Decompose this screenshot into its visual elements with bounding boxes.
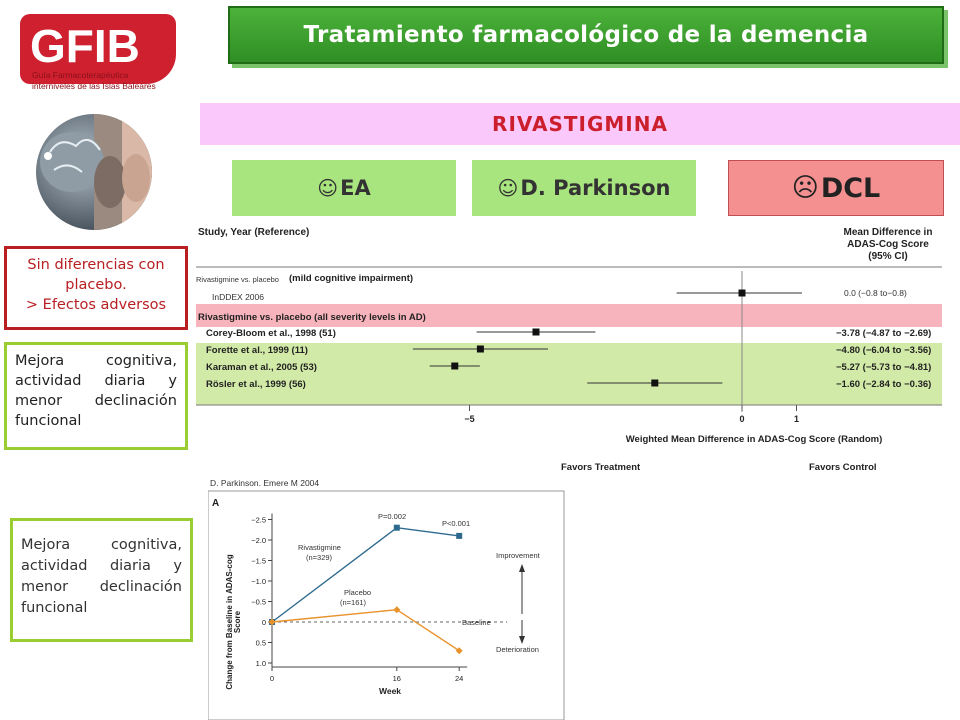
forest-study-rosler-label: −1.60 (−2.84 to −0.36): [836, 379, 932, 390]
annotation-improvement: Improvement: [496, 551, 540, 560]
box-no-difference-line1: Sin diferencias con placebo.: [27, 257, 165, 293]
annotation-p2: P<0.001: [442, 519, 471, 528]
forest-group-1-prefix: Rivastigmine vs. placebo: [196, 275, 279, 284]
forest-point-estimate: [651, 380, 658, 387]
line-chart-xlabel: Week: [378, 686, 402, 696]
smiley-icon: ☺: [317, 176, 339, 200]
logo-text: GFIB: [30, 20, 140, 72]
forest-header-right-3: (95% CI): [868, 251, 908, 262]
forest-tick-label: 1: [793, 414, 800, 424]
gfib-logo: [16, 10, 176, 98]
annotation-deterioration: Deterioration: [496, 645, 539, 654]
tab-parkinson-label: D. Parkinson: [520, 176, 671, 200]
forest-header-right-1: Mean Difference in: [843, 227, 933, 238]
line-chart-y-tick-label: −0.5: [251, 597, 266, 607]
series-rivastigmine-name: Rivastigmine: [298, 543, 341, 552]
series-placebo-name: Placebo: [344, 588, 372, 597]
forest-study-corey: Corey-Bloom et al., 1998 (51): [206, 328, 336, 339]
series-placebo-n: (n=161): [340, 598, 367, 607]
forest-point-estimate: [451, 363, 458, 370]
logo-subtitle-2: interniveles de las Islas Baleares: [32, 81, 156, 91]
box-improvement-2: [10, 518, 193, 642]
forest-study-corey-label: −3.78 (−4.87 to −2.69): [836, 328, 932, 339]
line-chart-y-tick-label: 1.0: [255, 659, 266, 668]
forest-group-1-label: (mild cognitive impairment): [289, 273, 414, 284]
forest-point-estimate: [477, 346, 484, 353]
forest-header-left: Study, Year (Reference): [198, 227, 310, 238]
line-chart-source: D. Parkinson. Emere M 2004: [210, 478, 320, 488]
line-chart-ylabel-1: Change from Baseline in ADAS-cog: [225, 554, 234, 690]
line-chart-ylabel-2: Score: [233, 610, 242, 634]
line-chart-x-tick-label: 24: [455, 674, 464, 683]
line-chart-panel-label: A: [212, 498, 220, 509]
box-no-difference: [4, 246, 188, 330]
forest-study-inddex-label: 0.0 (−0.8 to−0.8): [844, 288, 907, 298]
forest-favors-left: Favors Treatment: [561, 462, 641, 473]
line-chart-y-tick-label: −1.0: [251, 577, 266, 586]
line-chart-x-tick-label: 16: [392, 674, 401, 683]
box-improvement-2-text: Mejora cognitiva, actividad diaria y menor declinación funcional: [21, 537, 182, 616]
tab-ea[interactable]: [232, 160, 456, 216]
series-rivastigmine-point: [394, 525, 400, 531]
forest-study-rosler: Rösler et al., 1999 (56): [206, 379, 306, 390]
forest-point-estimate: [532, 329, 539, 336]
forest-header-right-2: ADAS-Cog Score: [847, 239, 929, 250]
forest-point-estimate: [739, 290, 746, 297]
forest-xlabel: Weighted Mean Difference in ADAS-Cog Score (Random): [625, 434, 883, 445]
tab-ea-label: EA: [340, 176, 371, 200]
title-bar: [228, 6, 944, 64]
forest-plot: [196, 216, 960, 478]
page-title: Tratamiento farmacológico de la demencia: [303, 22, 869, 48]
tab-dcl-label: DCL: [820, 172, 881, 204]
line-chart-y-tick-label: −1.5: [251, 556, 266, 566]
forest-study-karaman: Karaman et al., 2005 (53): [206, 362, 317, 373]
line-chart: [208, 474, 568, 720]
box-improvement-1: [4, 342, 188, 450]
annotation-baseline: Baseline: [462, 618, 491, 627]
box-improvement-1-text: Mejora cognitiva, actividad diaria y menor declinación funcional: [15, 353, 177, 429]
forest-tick-label: 0: [739, 414, 745, 424]
forest-study-karaman-label: −5.27 (−5.73 to −4.81): [836, 362, 932, 373]
line-chart-y-tick-label: −2.5: [251, 515, 266, 525]
line-chart-y-tick-label: 0: [261, 618, 266, 627]
series-rivastigmine-point: [456, 533, 462, 539]
tab-parkinson[interactable]: [472, 160, 696, 216]
tab-dcl[interactable]: [728, 160, 944, 216]
smiley-icon: ☺: [497, 176, 519, 200]
forest-tick-label: −5: [464, 414, 475, 424]
forest-study-forette: Forette et al., 1999 (11): [206, 345, 308, 356]
line-chart-y-tick-label: 0.5: [255, 638, 266, 648]
annotation-p1: P=0.002: [378, 512, 407, 521]
forest-study-inddex: InDDEX 2006: [212, 292, 264, 302]
logo-subtitle-1: Guía Farmacoterapéutica: [32, 70, 129, 80]
line-chart-x-tick-label: 0: [269, 674, 275, 683]
frowny-icon: ☹: [791, 173, 819, 203]
box-no-difference-line2: > Efectos adversos: [25, 297, 167, 313]
brain-faces-image: [34, 112, 154, 232]
forest-favors-right: Favors Control: [809, 462, 877, 473]
forest-study-forette-label: −4.80 (−6.04 to −3.56): [836, 345, 932, 356]
series-rivastigmine-n: (n=329): [306, 553, 333, 562]
line-chart-y-tick-label: −2.0: [251, 536, 266, 545]
forest-group-2-label: Rivastigmine vs. placebo (all severity levels in AD): [198, 312, 426, 323]
drug-name: RIVASTIGMINA: [492, 112, 668, 136]
drug-banner: [200, 103, 960, 145]
